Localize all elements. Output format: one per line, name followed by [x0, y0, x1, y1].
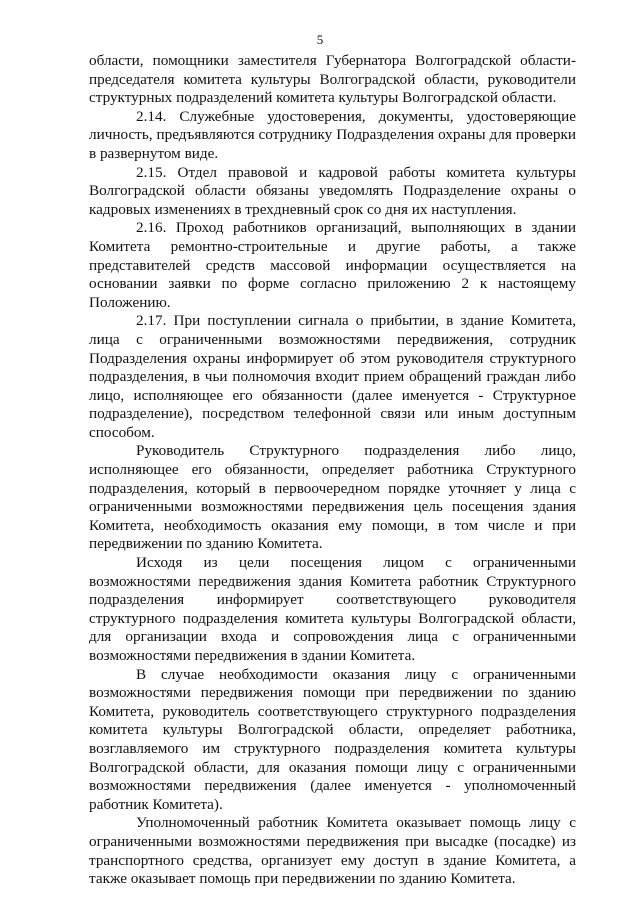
document-body: [89, 52, 576, 889]
paragraph: В случае необходимости оказания лицу с ограниченными возможностями передвижения помощи при передвижении по зданию Комитета, руководитель соответствующего структурного подразделения комитета культуры Волгоградской области, определяет работника, возглавляемого им структурного подразделения комитета культуры Волгоградской области, для оказания помощи лицу с ограниченными возможностями передвижения (далее именуется - уполномоченный работник Комитета).: [89, 665, 576, 813]
page-number: 5: [316, 32, 324, 47]
paragraph: Руководитель Структурного подразделения либо лицо, исполняющее его обязанности, определяет работника Структурного подразделения, который в первоочередном порядке уточняет у лица с ограниченными возможностями передвижения цель посещения здания Комитета, необходимость оказания ему помощи, в том числе и при передвижении по зданию Комитета.: [89, 442, 576, 553]
paragraph: 2.15. Отдел правовой и кадровой работы комитета культуры Волгоградской области обязаны уведомлять Подразделение охраны о кадровых изменениях в трехдневный срок со дня их наступления.: [89, 163, 576, 218]
paragraph: 2.17. При поступлении сигнала о прибытии, в здание Комитета, лица с ограниченными возможностями передвижения, сотрудник Подразделения охраны информирует об этом руководителя структурного подразделения, в чьи полномочия входит прием обращений граждан либо лицо, исполняющее его обязанности (далее именуется - Структурное подразделение), посредством телефонной связи или иным доступным способом.: [89, 312, 576, 441]
paragraph: области, помощники заместителя Губернатора Волгоградской области-председателя комитета культуры Волгоградской области, руководители структурных подразделений комитета культуры Волгоградской области.: [89, 52, 576, 107]
paragraph: 2.16. Проход работников организаций, выполняющих в здании Комитета ремонтно-строительные и другие работы, а также представителей средств массовой информации осуществляется на основании заявки по форме согласно приложению 2 к настоящему Положению.: [89, 219, 576, 311]
paragraph: Уполномоченный работник Комитета оказывает помощь лицу с ограниченными возможностями передвижения при высадке (посадке) из транспортного средства, организует ему доступ в здание Комитета, а также оказывает помощь при передвижении по зданию Комитета.: [89, 814, 576, 888]
paragraph: 2.14. Служебные удостоверения, документы, удостоверяющие личность, предъявляются сотруднику Подразделения охраны для проверки в развернутом виде.: [89, 107, 576, 162]
paragraph: Исходя из цели посещения лицом с ограниченными возможностями передвижения здания Комитета работник Структурного подразделения информирует соответствующего руководителя структурного подразделения комитета культуры Волгоградской области, для организации входа и сопровождения лица с ограниченными возможностями передвижения в здании Комитета.: [89, 554, 576, 664]
